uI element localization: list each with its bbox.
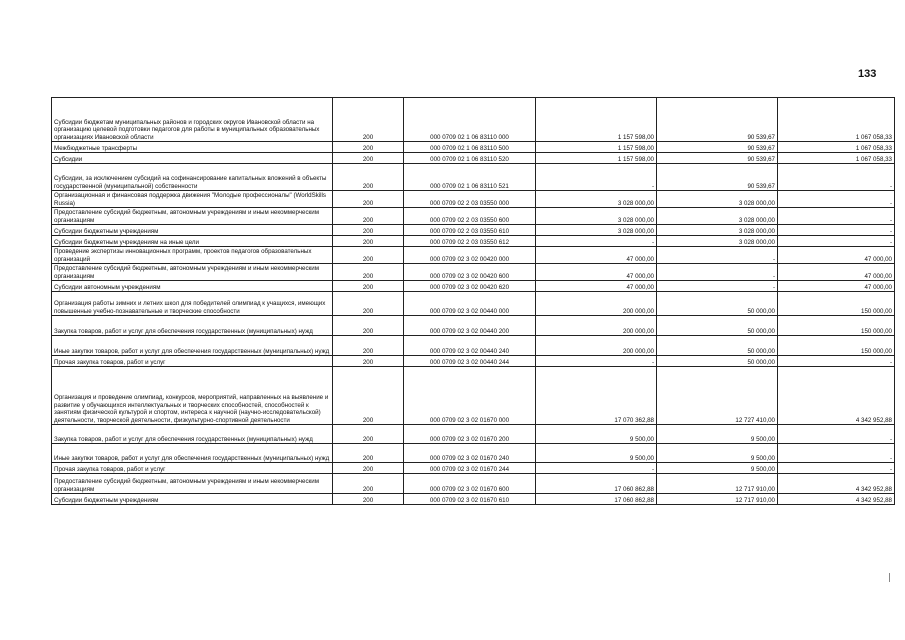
row-budget-code: 000 0709 02 2 03 03550 610 xyxy=(404,225,536,236)
row-assigned: 200 000,00 xyxy=(536,292,657,316)
table-row xyxy=(52,98,895,142)
row-budget-code: 000 0709 02 2 03 03550 600 xyxy=(404,208,536,225)
row-code: 200 xyxy=(333,463,404,474)
row-code: 200 xyxy=(333,208,404,225)
row-budget-code: 000 0709 02 3 02 00440 200 xyxy=(404,316,536,336)
row-name: Субсидии бюджетным учреждениям на иные цели xyxy=(52,236,333,247)
table-row xyxy=(52,425,895,444)
row-name: Предоставление субсидий бюджетным, автономным учреждениям и иным некоммерческим организациям xyxy=(52,264,333,281)
row-executed: 9 500,00 xyxy=(657,444,778,463)
row-executed: 50 000,00 xyxy=(657,336,778,356)
row-remainder: 1 067 058,33 xyxy=(778,98,895,142)
row-assigned: 9 500,00 xyxy=(536,425,657,444)
table-row xyxy=(52,191,895,208)
row-executed: 3 028 000,00 xyxy=(657,208,778,225)
row-code: 200 xyxy=(333,316,404,336)
table-row xyxy=(52,142,895,153)
row-remainder: - xyxy=(778,191,895,208)
row-remainder: 1 067 058,33 xyxy=(778,142,895,153)
table-row xyxy=(52,247,895,264)
row-budget-code: 000 0709 02 3 02 00420 600 xyxy=(404,264,536,281)
row-remainder: - xyxy=(778,225,895,236)
row-code: 200 xyxy=(333,236,404,247)
row-executed: 90 539,67 xyxy=(657,98,778,142)
row-assigned: 47 000,00 xyxy=(536,281,657,292)
row-remainder: 47 000,00 xyxy=(778,281,895,292)
row-budget-code: 000 0709 02 3 02 01670 000 xyxy=(404,367,536,425)
table-row xyxy=(52,463,895,474)
row-budget-code: 000 0709 02 3 02 00420 000 xyxy=(404,247,536,264)
row-budget-code: 000 0709 02 2 03 03550 000 xyxy=(404,191,536,208)
row-remainder: 150 000,00 xyxy=(778,316,895,336)
row-remainder: 47 000,00 xyxy=(778,264,895,281)
row-code: 200 xyxy=(333,153,404,164)
row-assigned: 3 028 000,00 xyxy=(536,208,657,225)
table-row xyxy=(52,444,895,463)
row-name: Субсидии бюджетам муниципальных районов и городских округов Ивановской области на организацию целевой подготовки педагогов для работы в муниципальных образовательных организациях Ивановской области xyxy=(52,98,333,142)
row-executed: 50 000,00 xyxy=(657,316,778,336)
row-remainder: - xyxy=(778,444,895,463)
budget-table xyxy=(51,97,895,505)
row-assigned: 9 500,00 xyxy=(536,444,657,463)
row-budget-code: 000 0709 02 3 02 00440 244 xyxy=(404,356,536,367)
row-assigned: 3 028 000,00 xyxy=(536,191,657,208)
row-name: Субсидии xyxy=(52,153,333,164)
row-name: Предоставление субсидий бюджетным, автономным учреждениям и иным некоммерческим организациям xyxy=(52,474,333,494)
row-code: 200 xyxy=(333,225,404,236)
row-budget-code: 000 0709 02 3 02 00440 000 xyxy=(404,292,536,316)
row-assigned: 1 157 598,00 xyxy=(536,153,657,164)
row-executed: 90 539,67 xyxy=(657,164,778,191)
row-executed: 3 028 000,00 xyxy=(657,191,778,208)
row-assigned: 17 060 862,88 xyxy=(536,494,657,505)
row-budget-code: 000 0709 02 3 02 01670 610 xyxy=(404,494,536,505)
row-remainder: 4 342 952,88 xyxy=(778,494,895,505)
row-assigned: 47 000,00 xyxy=(536,264,657,281)
row-name: Субсидии бюджетным учреждениям xyxy=(52,225,333,236)
row-executed: 12 727 410,00 xyxy=(657,367,778,425)
row-code: 200 xyxy=(333,474,404,494)
row-remainder: - xyxy=(778,208,895,225)
row-budget-code: 000 0709 02 1 06 83110 520 xyxy=(404,153,536,164)
row-assigned: 200 000,00 xyxy=(536,316,657,336)
row-assigned: - xyxy=(536,356,657,367)
row-executed: 9 500,00 xyxy=(657,425,778,444)
row-executed: 3 028 000,00 xyxy=(657,225,778,236)
row-name: Закупка товаров, работ и услуг для обеспечения государственных (муниципальных) нужд xyxy=(52,425,333,444)
row-remainder: - xyxy=(778,463,895,474)
row-code: 200 xyxy=(333,425,404,444)
row-remainder: - xyxy=(778,236,895,247)
table-row xyxy=(52,367,895,425)
row-remainder: 150 000,00 xyxy=(778,336,895,356)
row-assigned: - xyxy=(536,236,657,247)
table-row xyxy=(52,164,895,191)
row-assigned: 17 060 862,88 xyxy=(536,474,657,494)
row-assigned: 1 157 598,00 xyxy=(536,142,657,153)
row-code: 200 xyxy=(333,356,404,367)
row-name: Межбюджетные трансферты xyxy=(52,142,333,153)
row-executed: 50 000,00 xyxy=(657,356,778,367)
row-name: Прочая закупка товаров, работ и услуг xyxy=(52,463,333,474)
table-row xyxy=(52,236,895,247)
table-row xyxy=(52,281,895,292)
page-number: 133 xyxy=(858,68,877,80)
row-budget-code: 000 0709 02 3 02 00440 240 xyxy=(404,336,536,356)
row-executed: 3 028 000,00 xyxy=(657,236,778,247)
row-budget-code: 000 0709 02 1 06 83110 000 xyxy=(404,98,536,142)
row-executed: 12 717 910,00 xyxy=(657,474,778,494)
row-executed: 90 539,67 xyxy=(657,153,778,164)
row-assigned: 17 070 362,88 xyxy=(536,367,657,425)
row-remainder: 4 342 952,88 xyxy=(778,474,895,494)
budget-table-body xyxy=(52,98,895,505)
row-budget-code: 000 0709 02 1 06 83110 521 xyxy=(404,164,536,191)
row-name: Субсидии, за исключением субсидий на софинансирование капитальных вложений в объекты государственной (муниципальной) собственности xyxy=(52,164,333,191)
row-code: 200 xyxy=(333,281,404,292)
row-remainder: - xyxy=(778,425,895,444)
row-code: 200 xyxy=(333,264,404,281)
table-row xyxy=(52,208,895,225)
row-executed: 9 500,00 xyxy=(657,463,778,474)
row-name: Организация работы зимних и летних школ для победителей олимпиад к учащихся, имеющих повышенные учебно-познавательные и творческие способности xyxy=(52,292,333,316)
row-name: Предоставление субсидий бюджетным, автономным учреждениям и иным некоммерческим организациям xyxy=(52,208,333,225)
table-row xyxy=(52,292,895,316)
row-executed: 50 000,00 xyxy=(657,292,778,316)
row-assigned: - xyxy=(536,164,657,191)
row-code: 200 xyxy=(333,367,404,425)
row-executed: 12 717 910,00 xyxy=(657,494,778,505)
row-code: 200 xyxy=(333,444,404,463)
row-remainder: 47 000,00 xyxy=(778,247,895,264)
row-budget-code: 000 0709 02 3 02 01670 240 xyxy=(404,444,536,463)
row-budget-code: 000 0709 02 3 02 00420 620 xyxy=(404,281,536,292)
row-code: 200 xyxy=(333,98,404,142)
row-name: Субсидии бюджетным учреждениям xyxy=(52,494,333,505)
row-code: 200 xyxy=(333,247,404,264)
row-name: Проведение экспертизы инновационных программ, проектов педагогов образовательных организаций xyxy=(52,247,333,264)
row-budget-code: 000 0709 02 3 02 01670 600 xyxy=(404,474,536,494)
row-code: 200 xyxy=(333,191,404,208)
table-row xyxy=(52,225,895,236)
row-executed: - xyxy=(657,264,778,281)
row-budget-code: 000 0709 02 3 02 01670 200 xyxy=(404,425,536,444)
row-remainder: - xyxy=(778,356,895,367)
row-name: Прочая закупка товаров, работ и услуг xyxy=(52,356,333,367)
row-remainder: 1 067 058,33 xyxy=(778,153,895,164)
row-executed: - xyxy=(657,281,778,292)
row-code: 200 xyxy=(333,164,404,191)
row-name: Закупка товаров, работ и услуг для обеспечения государственных (муниципальных) нужд xyxy=(52,316,333,336)
table-row xyxy=(52,494,895,505)
row-assigned: 3 028 000,00 xyxy=(536,225,657,236)
row-name: Иные закупки товаров, работ и услуг для обеспечения государственных (муниципальных) нужд xyxy=(52,444,333,463)
table-row xyxy=(52,264,895,281)
scan-mark xyxy=(889,573,890,582)
table-row xyxy=(52,336,895,356)
row-budget-code: 000 0709 02 1 06 83110 500 xyxy=(404,142,536,153)
row-code: 200 xyxy=(333,336,404,356)
row-remainder: - xyxy=(778,164,895,191)
row-budget-code: 000 0709 02 3 02 01670 244 xyxy=(404,463,536,474)
row-executed: - xyxy=(657,247,778,264)
row-executed: 90 539,67 xyxy=(657,142,778,153)
row-assigned: - xyxy=(536,463,657,474)
row-assigned: 47 000,00 xyxy=(536,247,657,264)
row-code: 200 xyxy=(333,292,404,316)
table-row xyxy=(52,316,895,336)
table-row xyxy=(52,474,895,494)
row-name: Иные закупки товаров, работ и услуг для обеспечения государственных (муниципальных) нужд xyxy=(52,336,333,356)
table-row xyxy=(52,356,895,367)
table-row xyxy=(52,153,895,164)
row-code: 200 xyxy=(333,142,404,153)
row-remainder: 150 000,00 xyxy=(778,292,895,316)
row-code: 200 xyxy=(333,494,404,505)
row-name: Субсидии автономным учреждениям xyxy=(52,281,333,292)
row-assigned: 1 157 598,00 xyxy=(536,98,657,142)
row-name: Организация и проведение олимпиад, конкурсов, мероприятий, направленных на выявление и развитие у обучающихся интеллектуальных и творческих способностей, способностей к занятиям физической культурой и спортом, интереса к научной (научно-исследовательской) деятельности, творческой деятельности, физкультурно-спортивной деятельности xyxy=(52,367,333,425)
row-remainder: 4 342 952,88 xyxy=(778,367,895,425)
row-budget-code: 000 0709 02 2 03 03550 612 xyxy=(404,236,536,247)
row-name: Организационная и финансовая поддержка движения "Молодые профессионалы" (WorldSkills Russia) xyxy=(52,191,333,208)
row-assigned: 200 000,00 xyxy=(536,336,657,356)
